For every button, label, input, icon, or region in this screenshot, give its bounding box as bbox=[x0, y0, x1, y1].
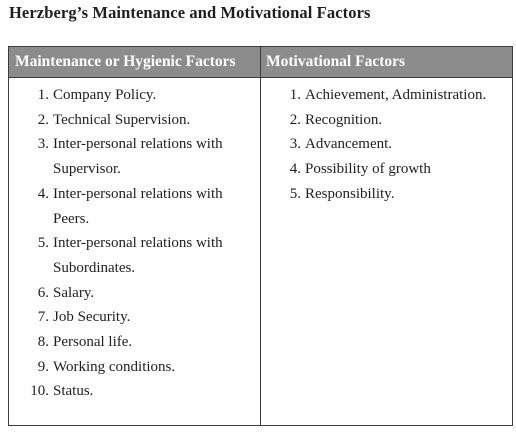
item-text: Inter-personal relations with Subordinates. bbox=[53, 235, 223, 276]
item-text: Technical Supervision. bbox=[53, 111, 191, 128]
maintenance-factors-list bbox=[23, 83, 259, 404]
item-text: Working conditions. bbox=[53, 358, 176, 375]
item-text: Personal life. bbox=[53, 334, 133, 351]
item-text: Company Policy. bbox=[53, 87, 157, 103]
list-item bbox=[23, 330, 259, 355]
item-number: 2. bbox=[37, 111, 49, 128]
item-text: Achievement, Administration. bbox=[305, 87, 487, 103]
item-number: 5. bbox=[289, 185, 301, 202]
item-text: Inter-personal relations with Supervisor. bbox=[53, 136, 223, 178]
item-number: 4. bbox=[289, 161, 301, 178]
item-number: 7. bbox=[37, 309, 49, 326]
item-number: 3. bbox=[37, 136, 49, 153]
item-number: 1. bbox=[289, 87, 301, 103]
item-number: 2. bbox=[289, 111, 301, 128]
item-number: 3. bbox=[289, 136, 301, 153]
item-number: 8. bbox=[37, 334, 49, 351]
item-number: 4. bbox=[37, 185, 49, 202]
item-text: Possibility of growth bbox=[305, 161, 431, 178]
item-text: Responsibility. bbox=[305, 185, 395, 202]
list-item bbox=[23, 83, 259, 108]
item-text: Advancement. bbox=[305, 136, 393, 153]
item-text: Job Security. bbox=[53, 309, 131, 326]
list-item bbox=[23, 132, 259, 181]
list-item bbox=[275, 157, 505, 182]
item-number: 9. bbox=[37, 358, 49, 375]
list-item bbox=[275, 182, 505, 207]
list-item bbox=[275, 132, 505, 157]
item-number: 10. bbox=[30, 383, 49, 400]
list-item bbox=[23, 108, 259, 133]
factors-table bbox=[8, 46, 513, 426]
item-text: Inter-personal relations with Peers. bbox=[53, 185, 223, 227]
list-item bbox=[23, 231, 259, 280]
column-header-motivational: Motivational Factors bbox=[260, 47, 512, 77]
list-item bbox=[23, 355, 259, 380]
item-text: Salary. bbox=[53, 284, 95, 301]
item-number: 5. bbox=[37, 235, 49, 252]
list-item bbox=[23, 182, 259, 231]
list-item bbox=[23, 281, 259, 306]
list-item bbox=[23, 305, 259, 330]
list-item bbox=[275, 108, 505, 133]
item-number: 1. bbox=[37, 87, 49, 103]
page-title: Herzberg’s Maintenance and Motivational Factors bbox=[9, 3, 371, 22]
item-text: Status. bbox=[53, 383, 94, 400]
item-text: Recognition. bbox=[305, 111, 383, 128]
list-item bbox=[275, 83, 505, 108]
header-divider bbox=[9, 77, 512, 78]
column-divider bbox=[260, 47, 261, 425]
item-number: 6. bbox=[37, 284, 49, 301]
list-item bbox=[23, 379, 259, 404]
column-header-maintenance: Maintenance or Hygienic Factors bbox=[9, 47, 260, 77]
motivational-factors-list bbox=[275, 83, 505, 207]
